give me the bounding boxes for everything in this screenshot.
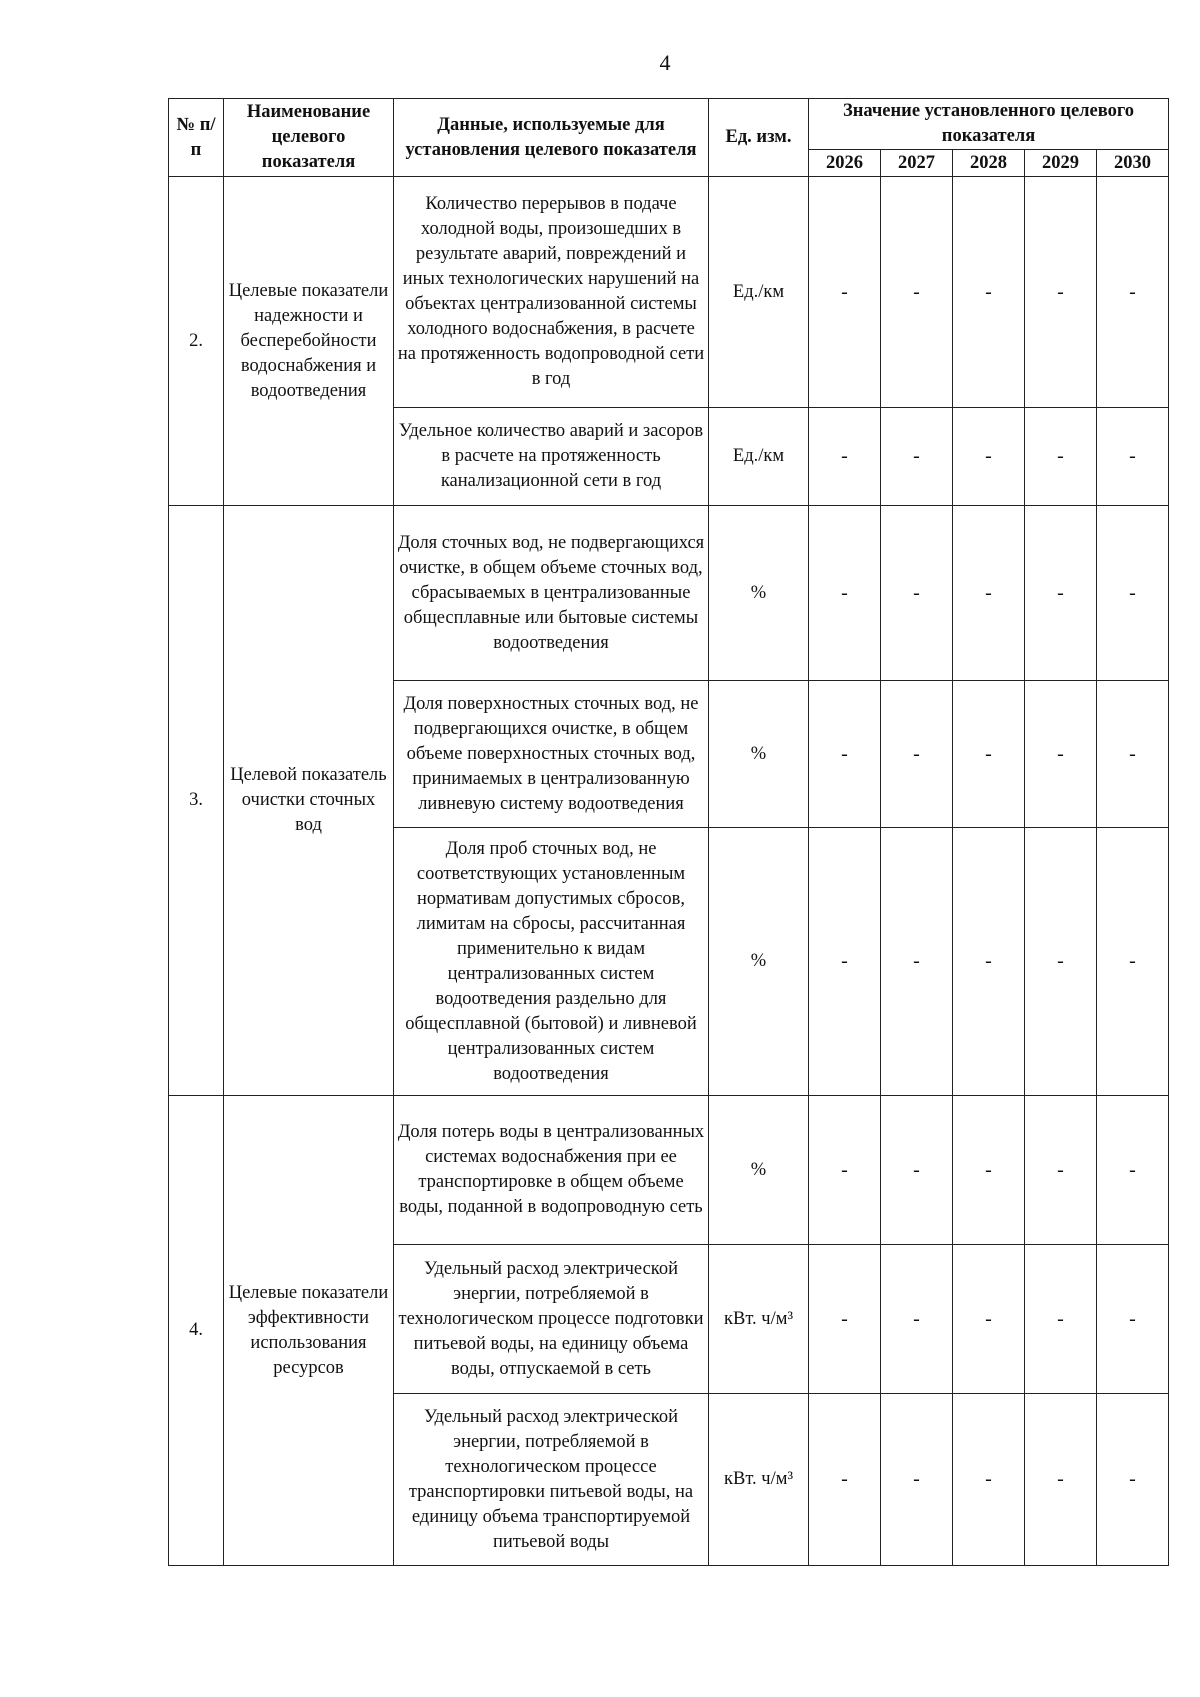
indicator-data: Доля сточных вод, не подвергающихся очистке, в общем объеме сточных вод, сбрасываемых в централизованные общесплавные или бытовые системы водоотведения	[394, 506, 709, 681]
value-cell: -	[953, 408, 1025, 506]
value-cell: -	[1097, 1096, 1169, 1245]
indicator-data: Доля потерь воды в централизованных системах водоснабжения при ее транспортировке в общем объеме воды, поданной в водопроводную сеть	[394, 1096, 709, 1245]
group-number: 4.	[169, 1096, 224, 1566]
indicator-unit: %	[709, 681, 809, 828]
indicator-data: Доля поверхностных сточных вод, не подвергающихся очистке, в общем объеме поверхностных сточных вод, принимаемых в централизованную ливневую систему водоотведения	[394, 681, 709, 828]
value-cell: -	[1097, 177, 1169, 408]
value-cell: -	[1025, 1394, 1097, 1566]
indicator-data: Удельное количество аварий и засоров в расчете на протяженность канализационной сети в год	[394, 408, 709, 506]
indicator-unit: кВт. ч/м³	[709, 1394, 809, 1566]
value-cell: -	[881, 681, 953, 828]
indicator-data: Количество перерывов в подаче холодной воды, произошедших в результате аварий, повреждений и иных технологических нарушений на объектах централизованной системы холодного водоснабжения, в расчете на протяженность водопроводной сети в год	[394, 177, 709, 408]
value-cell: -	[953, 828, 1025, 1096]
value-cell: -	[881, 408, 953, 506]
value-cell: -	[881, 177, 953, 408]
table-row	[169, 177, 1169, 408]
value-cell: -	[953, 1096, 1025, 1245]
value-cell: -	[809, 177, 881, 408]
value-cell: -	[953, 1394, 1025, 1566]
group-number: 3.	[169, 506, 224, 1096]
value-cell: -	[881, 828, 953, 1096]
header-name: Наименование целевого показателя	[224, 99, 394, 177]
value-cell: -	[881, 506, 953, 681]
table-header	[169, 99, 1169, 177]
table-row	[169, 506, 1169, 681]
value-cell: -	[809, 1394, 881, 1566]
table-row	[169, 1096, 1169, 1245]
group-name: Целевые показатели эффективности использования ресурсов	[224, 1096, 394, 1566]
indicator-data: Удельный расход электрической энергии, потребляемой в технологическом процессе транспортировки питьевой воды, на единицу объема транспортируемой питьевой воды	[394, 1394, 709, 1566]
value-cell: -	[809, 828, 881, 1096]
indicator-data: Удельный расход электрической энергии, потребляемой в технологическом процессе подготовки питьевой воды, на единицу объема воды, отпускаемой в сеть	[394, 1245, 709, 1394]
header-unit: Ед. изм.	[709, 99, 809, 177]
value-cell: -	[1097, 408, 1169, 506]
page-number: 4	[659, 50, 671, 75]
value-cell: -	[809, 506, 881, 681]
group-number: 2.	[169, 177, 224, 506]
value-cell: -	[1097, 681, 1169, 828]
table-body	[169, 177, 1169, 1566]
value-cell: -	[1025, 506, 1097, 681]
target-indicators-table	[168, 98, 1169, 1566]
value-cell: -	[1025, 1096, 1097, 1245]
value-cell: -	[881, 1394, 953, 1566]
header-year: 2030	[1097, 150, 1169, 177]
indicator-unit: %	[709, 506, 809, 681]
header-values-group: Значение установленного целевого показателя	[809, 99, 1169, 150]
value-cell: -	[953, 1245, 1025, 1394]
value-cell: -	[1025, 408, 1097, 506]
header-year: 2029	[1025, 150, 1097, 177]
indicator-unit: Ед./км	[709, 177, 809, 408]
value-cell: -	[1025, 681, 1097, 828]
group-name: Целевой показатель очистки сточных вод	[224, 506, 394, 1096]
value-cell: -	[1097, 1394, 1169, 1566]
value-cell: -	[953, 177, 1025, 408]
value-cell: -	[881, 1096, 953, 1245]
value-cell: -	[809, 1096, 881, 1245]
header-num: № п/п	[169, 99, 224, 177]
value-cell: -	[809, 1245, 881, 1394]
value-cell: -	[1097, 1245, 1169, 1394]
value-cell: -	[881, 1245, 953, 1394]
value-cell: -	[1025, 177, 1097, 408]
indicator-unit: кВт. ч/м³	[709, 1245, 809, 1394]
indicator-unit: Ед./км	[709, 408, 809, 506]
indicator-unit: %	[709, 1096, 809, 1245]
value-cell: -	[953, 506, 1025, 681]
indicator-unit: %	[709, 828, 809, 1096]
value-cell: -	[1025, 828, 1097, 1096]
header-data: Данные, используемые для установления целевого показателя	[394, 99, 709, 177]
value-cell: -	[1025, 1245, 1097, 1394]
value-cell: -	[953, 681, 1025, 828]
value-cell: -	[809, 408, 881, 506]
value-cell: -	[1097, 828, 1169, 1096]
header-year: 2026	[809, 150, 881, 177]
indicator-data: Доля проб сточных вод, не соответствующих установленным нормативам допустимых сбросов, лимитам на сбросы, рассчитанная применительно к видам централизованных систем водоотведения раздельно для общесплавной (бытовой) и ливневой централизованных систем водоотведения	[394, 828, 709, 1096]
header-year: 2027	[881, 150, 953, 177]
value-cell: -	[809, 681, 881, 828]
header-year: 2028	[953, 150, 1025, 177]
group-name: Целевые показатели надежности и бесперебойности водоснабжения и водоотведения	[224, 177, 394, 506]
value-cell: -	[1097, 506, 1169, 681]
